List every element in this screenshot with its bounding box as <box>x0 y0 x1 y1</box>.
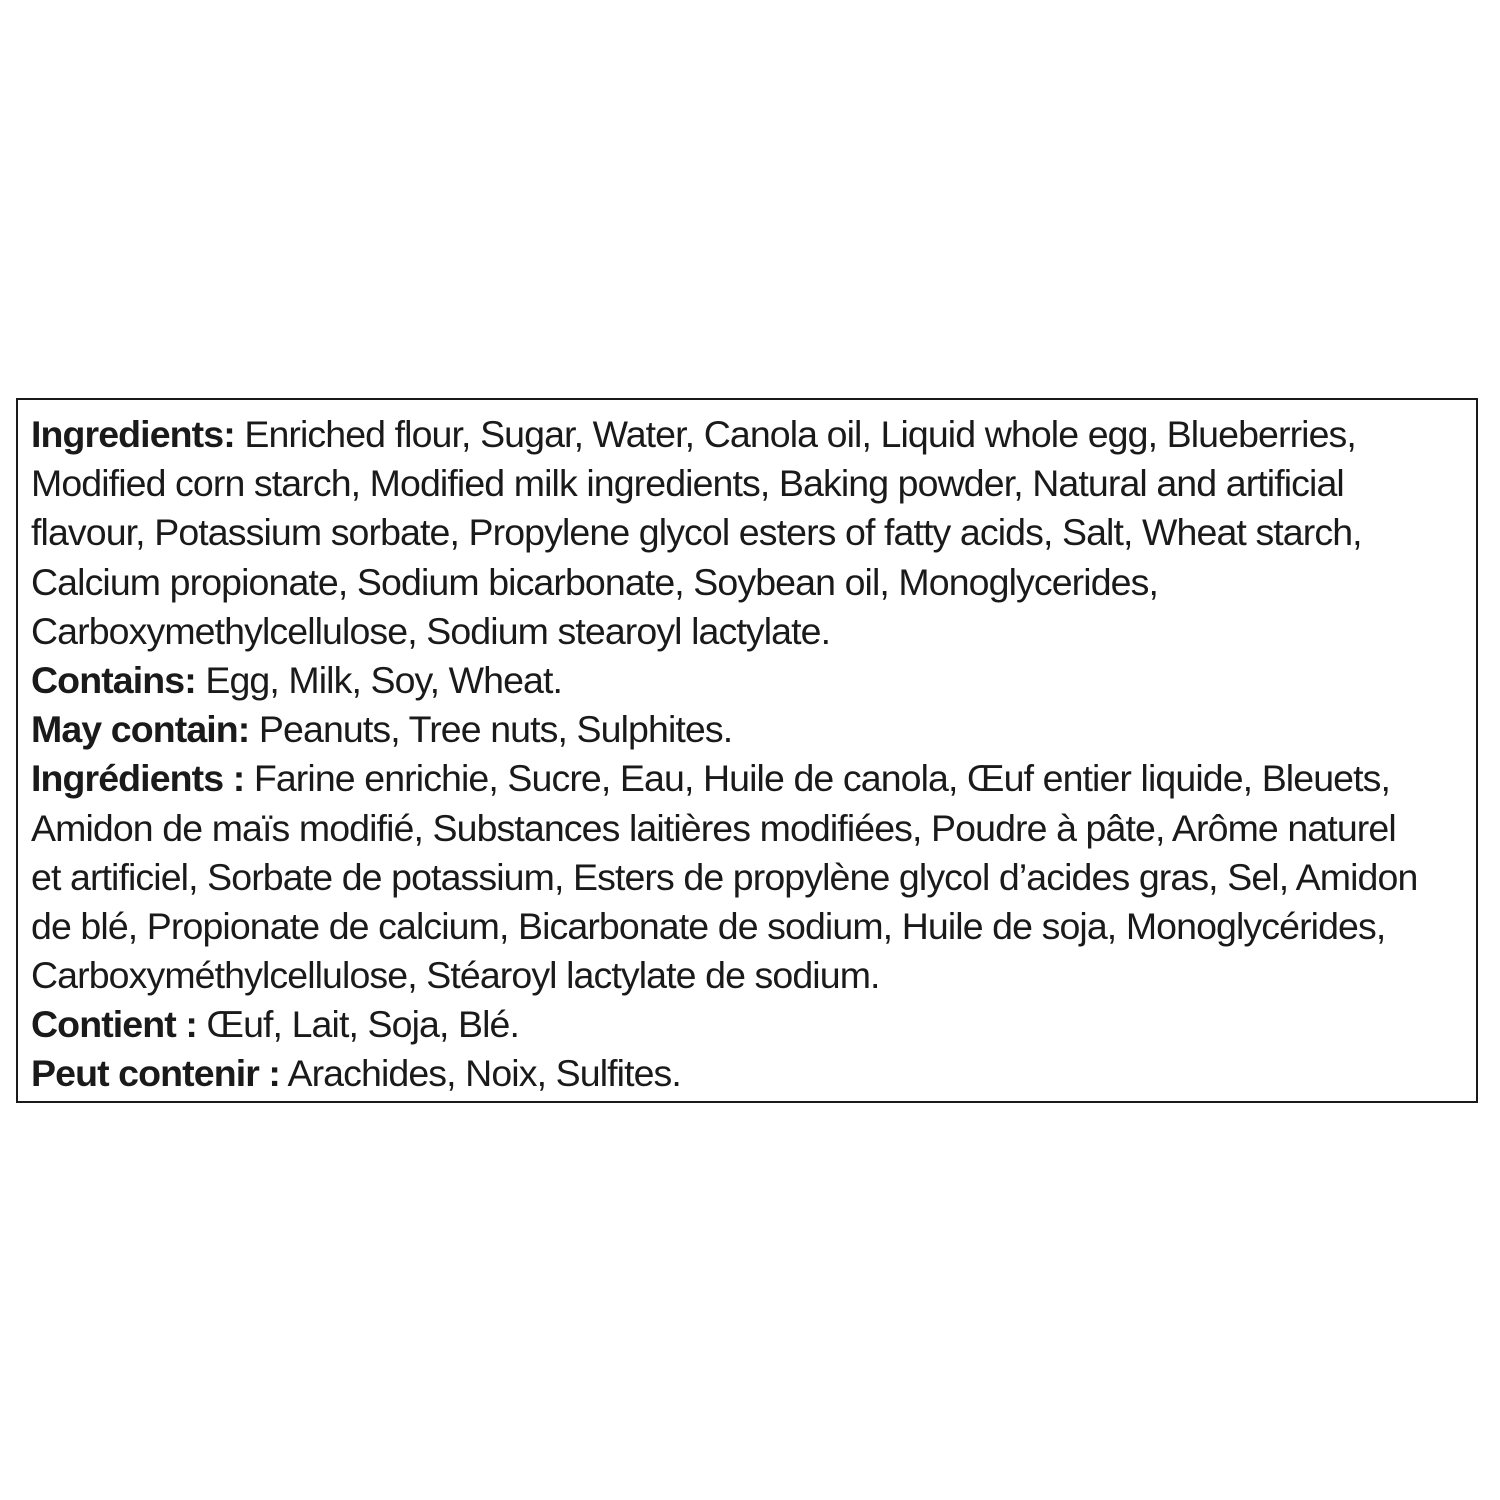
section-heading: May contain: <box>31 708 250 751</box>
line-text: flavour, Potassium sorbate, Propylene glycol esters of fatty acids, Salt, Wheat starch, <box>31 511 1362 554</box>
label-line <box>31 607 1464 656</box>
section-heading: Peut contenir : <box>31 1052 281 1095</box>
label-line <box>31 656 1464 705</box>
line-text: Œuf, Lait, Soja, Blé. <box>196 1003 520 1046</box>
label-line <box>31 1000 1464 1049</box>
line-text: Carboxyméthylcellulose, Stéaroyl lactylate de sodium. <box>31 954 880 997</box>
label-line <box>31 705 1464 754</box>
section-heading: Contient : <box>31 1003 197 1046</box>
line-text: de blé, Propionate de calcium, Bicarbonate de sodium, Huile de soja, Monoglycérides, <box>31 904 1386 947</box>
line-text: Calcium propionate, Sodium bicarbonate, Soybean oil, Monoglycerides, <box>31 560 1158 603</box>
ingredients-text <box>31 410 1464 1099</box>
section-heading: Contains: <box>31 658 196 701</box>
label-line <box>31 410 1464 459</box>
line-text: Modified corn starch, Modified milk ingredients, Baking powder, Natural and artificial <box>31 462 1344 505</box>
label-line <box>31 558 1464 607</box>
label-line <box>31 853 1464 902</box>
ingredients-label-box <box>16 398 1478 1103</box>
line-text: Amidon de maïs modifié, Substances laitières modifiées, Poudre à pâte, Arôme naturel <box>31 806 1396 849</box>
line-text: Carboxymethylcellulose, Sodium stearoyl lactylate. <box>31 609 831 652</box>
line-text: Arachides, Noix, Sulfites. <box>280 1052 681 1095</box>
section-heading: Ingrédients : <box>31 757 245 800</box>
label-line <box>31 508 1464 557</box>
line-text: et artificiel, Sorbate de potassium, Esters de propylène glycol d’acides gras, Sel, Amidon <box>31 855 1418 898</box>
label-line <box>31 1049 1464 1098</box>
label-line <box>31 754 1464 803</box>
label-line <box>31 902 1464 951</box>
label-line <box>31 459 1464 508</box>
line-text: Enriched flour, Sugar, Water, Canola oil, Liquid whole egg, Blueberries, <box>234 413 1356 455</box>
section-heading: Ingredients: <box>31 413 235 455</box>
label-line <box>31 804 1464 853</box>
line-text: Farine enrichie, Sucre, Eau, Huile de canola, Œuf entier liquide, Bleuets, <box>244 757 1390 800</box>
line-text: Egg, Milk, Soy, Wheat. <box>195 658 563 701</box>
label-line <box>31 951 1464 1000</box>
line-text: Peanuts, Tree nuts, Sulphites. <box>249 708 733 751</box>
